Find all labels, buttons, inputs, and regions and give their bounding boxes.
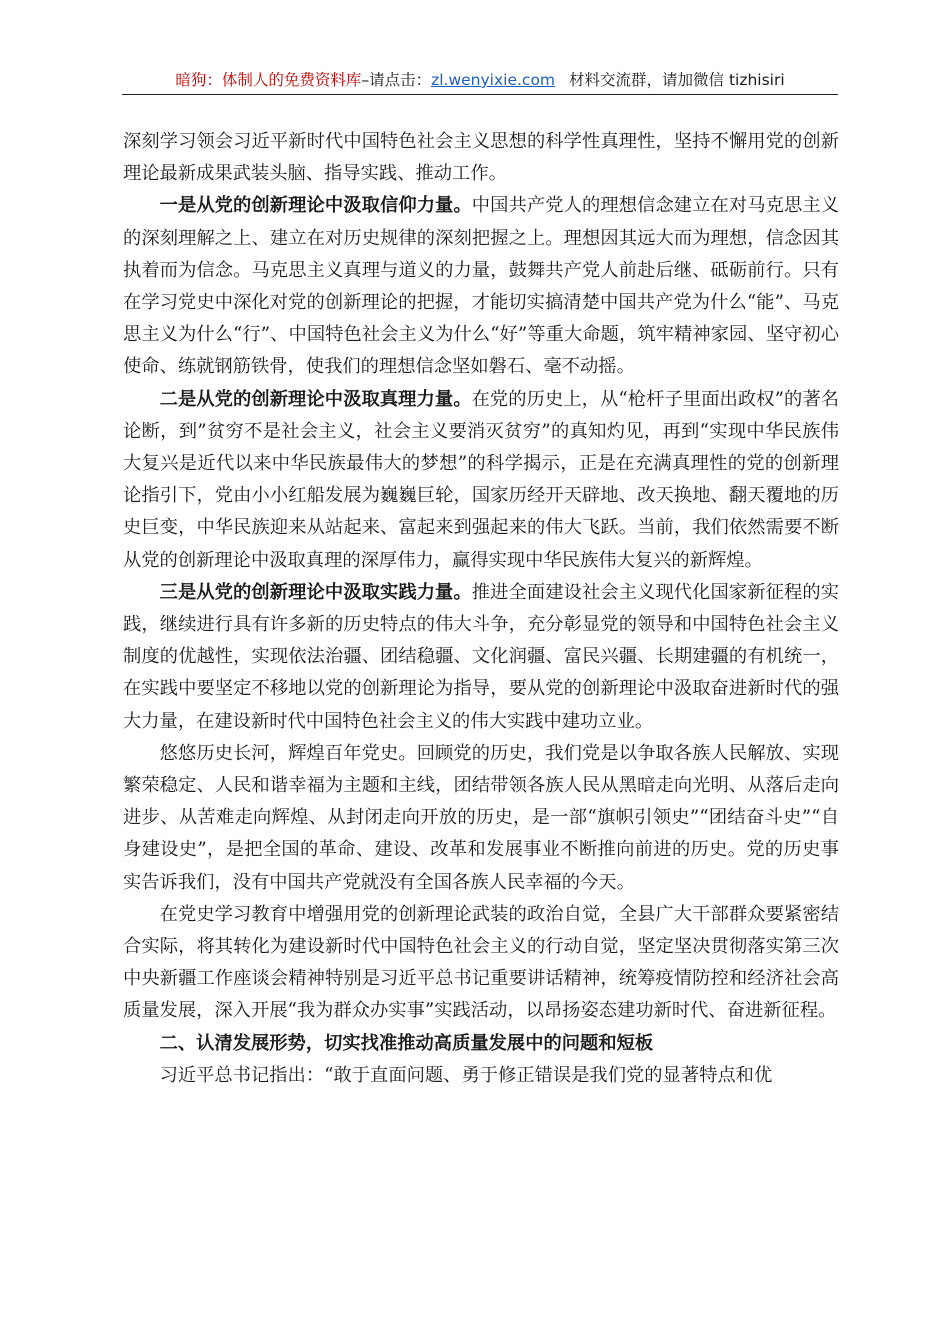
paragraph-final: 习近平总书记指出：“敢于直面问题、勇于修正错误是我们党的显著特点和优 (159, 1064, 773, 1086)
paragraph-political-consciousness (123, 899, 839, 1028)
paragraph-text: 中国共产党人的理想信念建立在对马克思主义的深刻理解之上、建立在对历史规律的深刻把握之上。理想因其远大而为理想，信念因其执着而为信念。马克思主义真理与道义的力量，鼓舞共产党人前赴后继、砥砺前行。只有在学习党史中深化对党的创新理论的把握，才能切实搞清楚中国共产党为什么“能”、马克思主义为什么“行”、中国特色社会主义为什么“好”等重大命题，筑牢精神家园、坚守初心使命、练就钢筋铁骨，使我们的理想信念坚如磐石、毫不动摇。 (123, 195, 840, 378)
header-brand: 暗狗：体制人的免费资料库 (175, 71, 362, 89)
paragraph-text: 推进全面建设社会主义现代化国家新征程的实践，继续进行具有许多新的历史特点的伟大斗争，充分彰显党的领导和中国特色社会主义制度的优越性，实现依法治疆、团结稳疆、文化润疆、富民兴疆、长期建疆的有机统一，在实践中要坚定不移地以党的创新理论为指导，要从党的创新理论中汲取奋进新时代的强大力量，在建设新时代中国特色社会主义的伟大实践中建功立业。 (123, 581, 840, 732)
paragraph-text: 在党史学习教育中增强用党的创新理论武装的政治自觉，全县广大干部群众要紧密结合实际，将其转化为建设新时代中国特色社会主义的行动自觉，坚定坚决贯彻落实第三次中央新疆工作座谈会精神特别是习近平总书记重要讲话精神，统筹疫情防控和经济社会高质量发展，深入开展“我为群众办实事”实践活动，以昂扬姿态建功新时代、奋进新征程。 (123, 903, 839, 1022)
paragraph-text: 悠悠历史长河，辉煌百年党史。回顾党的历史，我们党是以争取各族人民解放、实现繁荣稳定、人民和谐幸福为主题和主线，团结带领各族人民从黑暗走向光明、从落后走向进步、从苦难走向辉煌、从封闭走向开放的历史，是一部“旗帜引领史”“团结奋斗史”“自身建设史”，是把全国的革命、建设、改革和发展事业不断推向前进的历史。党的历史事实告诉我们，没有中国共产党就没有全国各族人民幸福的今天。 (123, 742, 839, 893)
document-body (123, 126, 839, 1092)
section-heading: 二、认清发展形势，切实找准推动高质量发展中的问题和短板 (159, 1032, 654, 1054)
paragraph-practice-power (123, 577, 839, 738)
paragraph-lead: 三是从党的创新理论中汲取实践力量。 (159, 581, 472, 603)
paragraph-truth-power (123, 384, 839, 577)
paragraph-text: 深刻学习领会习近平新时代中国特色社会主义思想的科学性真理性，坚持不懈用党的创新理论最新成果武装头脑、指导实践、推动工作。 (123, 131, 839, 185)
paragraph-lead: 二是从党的创新理论中汲取真理力量。 (159, 388, 472, 410)
paragraph-faith-power (123, 190, 839, 383)
paragraph-lead: 一是从党的创新理论中汲取信仰力量。 (159, 195, 472, 217)
header-contact: 材料交流群，请加微信 tizhisiri (569, 71, 785, 89)
page-header (122, 66, 838, 95)
header-link[interactable]: zl.wenyixie.com (431, 71, 556, 89)
paragraph-party-history (123, 738, 839, 899)
header-prompt: –请点击： (361, 71, 432, 89)
paragraph-intro-continuation (123, 126, 839, 190)
paragraph-text: 在党的历史上，从“枪杆子里面出政权”的著名论断，到”贫穷不是社会主义，社会主义要消灭贫穷”的真知灼见，再到“实现中华民族伟大复兴是近代以来中华民族最伟大的梦想”的科学揭示，正是在充满真理性的党的创新理论指引下，党由小小红船发展为巍巍巨轮，国家历经开天辟地、改天换地、翻天覆地的历史巨变，中华民族迎来从站起来、富起来到强起来的伟大飞跃。当前，我们依然需要不断从党的创新理论中汲取真理的深厚伟力，赢得实现中华民族伟大复兴的新辉煌。 (123, 388, 839, 571)
